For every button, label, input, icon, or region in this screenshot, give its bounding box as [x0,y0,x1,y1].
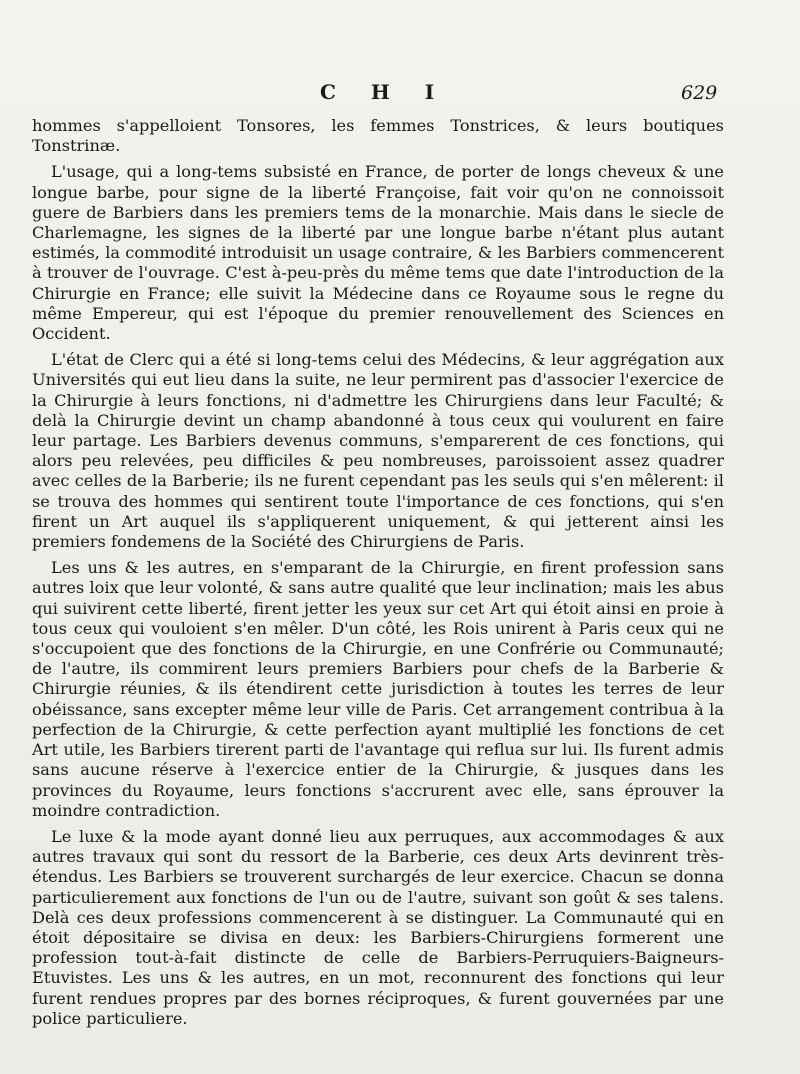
paragraph-3: L'état de Clerc qui a été si long-tems celui des Médecins, & leur aggrégation aux Universités qui eut lieu dans la suite, ne leur permirent pas d'associer l'exercice de la Chirurgie à leurs fonctions, ni d'admettre les Chirurgiens dans leur Faculté; & delà la Chirurgie devint un champ abandonné à tous ceux qui voulurent en faire leur partage. Les Barbiers devenus communs, s'emparerent de ces fonctions, qui alors peu relevées, peu difficiles & peu nombreuses, paroissoient assez quadrer avec celles de la Barberie; ils ne furent cependant pas les seuls qui s'en mêlerent: il se trouva des hommes qui sentirent toute l'importance de ces fonctions, qui s'en firent un Art auquel ils s'appliquerent uniquement, & qui jetterent ainsi les premiers fondemens de la Société des Chirurgiens de Paris. [32,350,724,552]
paragraph-5: Le luxe & la mode ayant donné lieu aux perruques, aux accommodages & aux autres travaux qui sont du ressort de la Barberie, ces deux Arts devinrent très-étendus. Les Barbiers se trouverent surchargés de leur exercice. Chacun se donna particulierement aux fonctions de l'un ou de l'autre, suivant son goût & ses talens. Delà ces deux professions commencerent à se distinguer. La Communauté qui en étoit dépositaire se divisa en deux: les Barbiers-Chirurgiens formerent une profession tout-à-fait distincte de celle de Barbiers-Perruquiers-Baigneurs-Etuvistes. Les uns & les autres, en un mot, reconnurent des fonctions qui leur furent rendues propres par des bornes réciproques, & furent gouvernées par une police particuliere. [32,826,724,1028]
page-body [32,116,724,1029]
paragraph-2: L'usage, qui a long-tems subsisté en France, de porter de longs cheveux & une longue barbe, pour signe de la liberté Françoise, fait voir qu'on ne connoissoit guere de Barbiers dans les premiers tems de la monarchie. Mais dans le siecle de Charlemagne, les signes de la liberté par une longue barbe n'étant plus autant estimés, la commodité introduisit un usage contraire, & les Barbiers commencerent à trouver de l'ouvrage. C'est à-peu-près du même tems que date l'introduction de la Chirurgie en France; elle suivit la Médecine dans ce Royaume sous le regne du même Empereur, qui est l'époque du premier renouvellement des Sciences en Occident. [32,162,724,344]
page-header [0,78,800,108]
page-number: 629 [681,82,718,104]
running-head: C H I [320,80,449,104]
paragraph-4: Les uns & les autres, en s'emparant de la Chirurgie, en firent profession sans autres loix que leur volonté, & sans autre qualité que leur inclination; mais les abus qui suivirent cette liberté, firent jetter les yeux sur cet Art qui étoit ainsi en proie à tous ceux qui vouloient s'en mêler. D'un côté, les Rois unirent à Paris ceux qui ne s'occupoient que des fonctions de la Chirurgie, en une Confrérie ou Communauté; de l'autre, ils commirent leurs premiers Barbiers pour chefs de la Barberie & Chirurgie réunies, & ils étendirent cette jurisdiction à toutes les terres de leur obéissance, sans excepter même leur ville de Paris. Cet arrangement contribua à la perfection de la Chirurgie, & cette perfection ayant multiplié les fonctions de cet Art utile, les Barbiers tirerent parti de l'avantage qui reflua sur lui. Ils furent admis sans aucune réserve à l'exercice entier de la Chirurgie, & jusques dans les provinces du Royaume, leurs fonctions s'accrurent avec elle, sans éprouver la moindre contradiction. [32,558,724,820]
paragraph-1: hommes s'appelloient Tonsores, les femmes Tonstrices, & leurs boutiques Tonstrinæ. [32,116,724,156]
